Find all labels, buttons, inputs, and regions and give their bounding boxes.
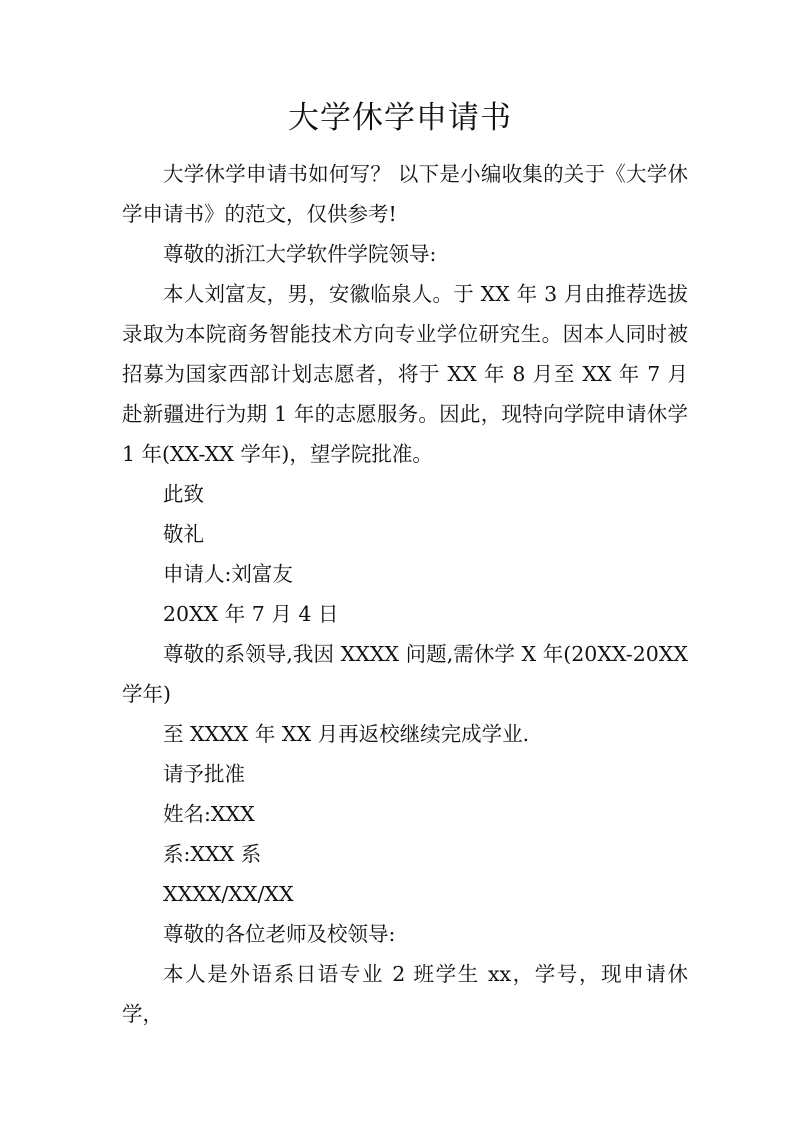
paragraph-request-1: 本人刘富友，男，安徽临泉人。于 XX 年 3 月由推荐选拔录取为本院商务智能技术方向专业学位研究生。因本人同时被招募为国家西部计划志愿者，将于 XX 年 8 月至 XX 年 7 月赴新疆进行为期 1 年的志愿服务。因此，现特向学院申请休学 1 年(XX-XX 学年)，望学院批准。 xyxy=(122,282,688,466)
paragraph-intro: 大学休学申请书如何写？ 以下是小编收集的关于《大学休学申请书》的范文，仅供参考! xyxy=(122,162,688,226)
paragraph-request-2: 尊敬的系领导,我因 XXXX 问题,需休学 X 年(20XX-20XX 学年) xyxy=(122,642,688,706)
document-title: 大学休学申请书 xyxy=(288,100,512,136)
paragraph-closing-2: 敬礼 xyxy=(163,522,204,546)
paragraph-department: 系:XXX 系 xyxy=(163,842,262,866)
paragraph-request-3: 本人是外语系日语专业 2 班学生 xx，学号，现申请休学， xyxy=(122,962,688,1026)
paragraph-applicant: 申请人:刘富友 xyxy=(163,562,293,586)
document-body xyxy=(122,154,688,1034)
paragraph-date-2: XXXX/XX/XX xyxy=(163,882,294,906)
paragraph-name: 姓名:XXX xyxy=(163,802,255,826)
paragraph-closing-1: 此致 xyxy=(163,482,204,506)
paragraph-return: 至 XXXX 年 XX 月再返校继续完成学业. xyxy=(163,722,530,746)
paragraph-approve: 请予批准 xyxy=(163,762,245,786)
paragraph-salutation-1: 尊敬的浙江大学软件学院领导: xyxy=(163,242,437,266)
paragraph-salutation-2: 尊敬的各位老师及校领导: xyxy=(163,922,396,946)
paragraph-date: 20XX 年 7 月 4 日 xyxy=(163,602,339,626)
